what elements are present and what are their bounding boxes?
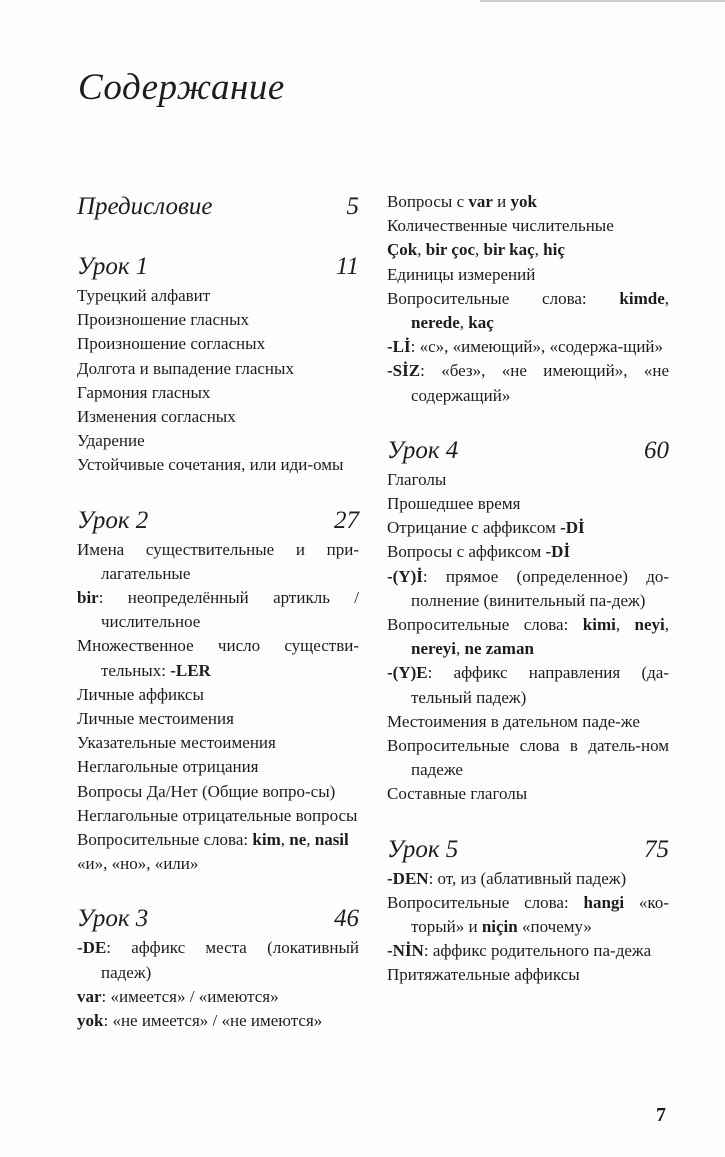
toc-entry[interactable]: -DEN: от, из (аблативный падеж) bbox=[387, 868, 627, 888]
toc-entry[interactable]: Составные глаголы bbox=[387, 784, 528, 804]
toc-entry[interactable]: -DE: аффикс места (локативный падеж) bbox=[77, 938, 359, 982]
toc-entry[interactable]: Çok, bir çoc, bir kaç, hiç bbox=[387, 240, 565, 260]
toc-entry[interactable]: bir: неопределённый артикль / числительное bbox=[77, 588, 359, 632]
toc-section bbox=[77, 504, 359, 877]
toc-entry[interactable]: Неглагольные отрицательные вопросы bbox=[77, 805, 358, 825]
section-page-number: 27 bbox=[334, 506, 359, 534]
section-page-number: 5 bbox=[346, 193, 359, 220]
page-title: Содержание bbox=[78, 67, 285, 108]
toc-entry[interactable]: Вопросы с аффиксом -Dİ bbox=[387, 542, 571, 562]
section-title: Урок 1 bbox=[77, 253, 149, 280]
section-page-number: 60 bbox=[644, 436, 669, 464]
toc-entry[interactable]: Указательные местоимения bbox=[77, 733, 276, 753]
toc-section bbox=[387, 833, 669, 988]
section-heading[interactable] bbox=[77, 902, 359, 936]
toc-entry[interactable]: yok: «не имеется» / «не имеются» bbox=[77, 1011, 323, 1031]
toc-entry[interactable]: Количественные числительные bbox=[387, 216, 614, 236]
toc-entry[interactable]: Изменения согласных bbox=[77, 407, 236, 427]
toc-entry[interactable]: Отрицание с аффиксом -Dİ bbox=[387, 518, 585, 538]
section-title: Урок 2 bbox=[77, 506, 149, 534]
toc-entry[interactable]: Прошедшее время bbox=[387, 494, 521, 514]
top-edge-rule bbox=[480, 0, 725, 2]
toc-entry[interactable]: -Lİ: «с», «имеющий», «содержа-щий» bbox=[387, 337, 664, 357]
toc-entry[interactable]: Притяжательные аффиксы bbox=[387, 965, 580, 985]
toc-section bbox=[77, 902, 359, 1033]
toc-section bbox=[387, 190, 669, 408]
section-title: Урок 4 bbox=[387, 436, 459, 464]
toc-entry[interactable]: Личные местоимения bbox=[77, 709, 234, 729]
toc-entry[interactable]: Турецкий алфавит bbox=[77, 286, 211, 305]
toc-right-column bbox=[387, 190, 669, 1014]
toc-entry[interactable]: Местоимения в дательном паде-же bbox=[387, 711, 640, 731]
section-title: Урок 3 bbox=[77, 905, 149, 933]
toc-entry[interactable]: -(Y)İ: прямое (определенное) до-полнение (винительный па-деж) bbox=[387, 566, 669, 610]
toc-entry[interactable]: «и», «но», «или» bbox=[77, 854, 199, 874]
section-heading[interactable] bbox=[387, 833, 669, 867]
toc-entry[interactable]: Гармония гласных bbox=[77, 382, 211, 402]
toc-entry[interactable]: Множественное число существи-тельных: -LER bbox=[77, 636, 359, 680]
toc-entry[interactable]: Устойчивые сочетания, или иди-омы bbox=[77, 455, 344, 475]
toc-entry[interactable]: Ударение bbox=[77, 431, 145, 451]
toc-entry[interactable]: Вопросы с var и yok bbox=[387, 192, 537, 211]
section-title: Предисловие bbox=[77, 193, 213, 220]
toc-entry[interactable]: Вопросительные слова: kim, ne, nasil bbox=[77, 830, 349, 850]
section-title: Урок 5 bbox=[387, 835, 459, 863]
toc-entry[interactable]: -SİZ: «без», «не имеющий», «не содержащий» bbox=[387, 361, 669, 405]
toc-entry[interactable]: Вопросительные слова: kimi, neyi, nereyi, ne zaman bbox=[387, 615, 669, 659]
section-page-number: 11 bbox=[335, 253, 359, 280]
section-heading[interactable] bbox=[77, 250, 359, 284]
toc-left-column bbox=[77, 190, 359, 1059]
toc-entry[interactable]: Вопросы Да/Нет (Общие вопро-сы) bbox=[77, 781, 336, 801]
section-heading[interactable] bbox=[77, 504, 359, 538]
toc-entry[interactable]: Долгота и выпадение гласных bbox=[77, 358, 294, 378]
section-heading[interactable] bbox=[387, 434, 669, 468]
toc-entry[interactable]: Личные аффиксы bbox=[77, 684, 204, 704]
toc-entry[interactable]: Произношение гласных bbox=[77, 310, 250, 330]
section-page-number: 75 bbox=[644, 835, 669, 863]
toc-entry[interactable]: Вопросительные слова в датель-ном падеже bbox=[387, 736, 669, 780]
toc-section bbox=[77, 190, 359, 224]
toc-entry[interactable]: var: «имеется» / «имеются» bbox=[77, 986, 279, 1006]
toc-entry[interactable]: Глаголы bbox=[387, 469, 447, 489]
toc-entry[interactable]: -(Y)E: аффикс направления (да-тельный падеж) bbox=[387, 663, 669, 707]
toc-entry[interactable]: Неглагольные отрицания bbox=[77, 757, 259, 777]
toc-entry[interactable]: Произношение согласных bbox=[77, 334, 266, 354]
toc-section bbox=[77, 250, 359, 478]
toc-entry[interactable]: Единицы измерений bbox=[387, 264, 536, 284]
toc-entry[interactable]: Вопросительные слова: hangi «ко-торый» и niçin «почему» bbox=[387, 892, 669, 937]
toc-entry[interactable]: Вопросительные слова: kimde, nerede, kaç bbox=[387, 288, 669, 333]
section-page-number: 46 bbox=[334, 905, 359, 933]
toc-entry[interactable]: -NİN: аффикс родительного па-дежа bbox=[387, 941, 652, 961]
page-number: 7 bbox=[656, 1104, 666, 1126]
toc-entry[interactable]: Имена существительные и при-лагательные bbox=[77, 539, 359, 583]
toc-section bbox=[387, 434, 669, 807]
section-heading[interactable] bbox=[77, 190, 359, 224]
